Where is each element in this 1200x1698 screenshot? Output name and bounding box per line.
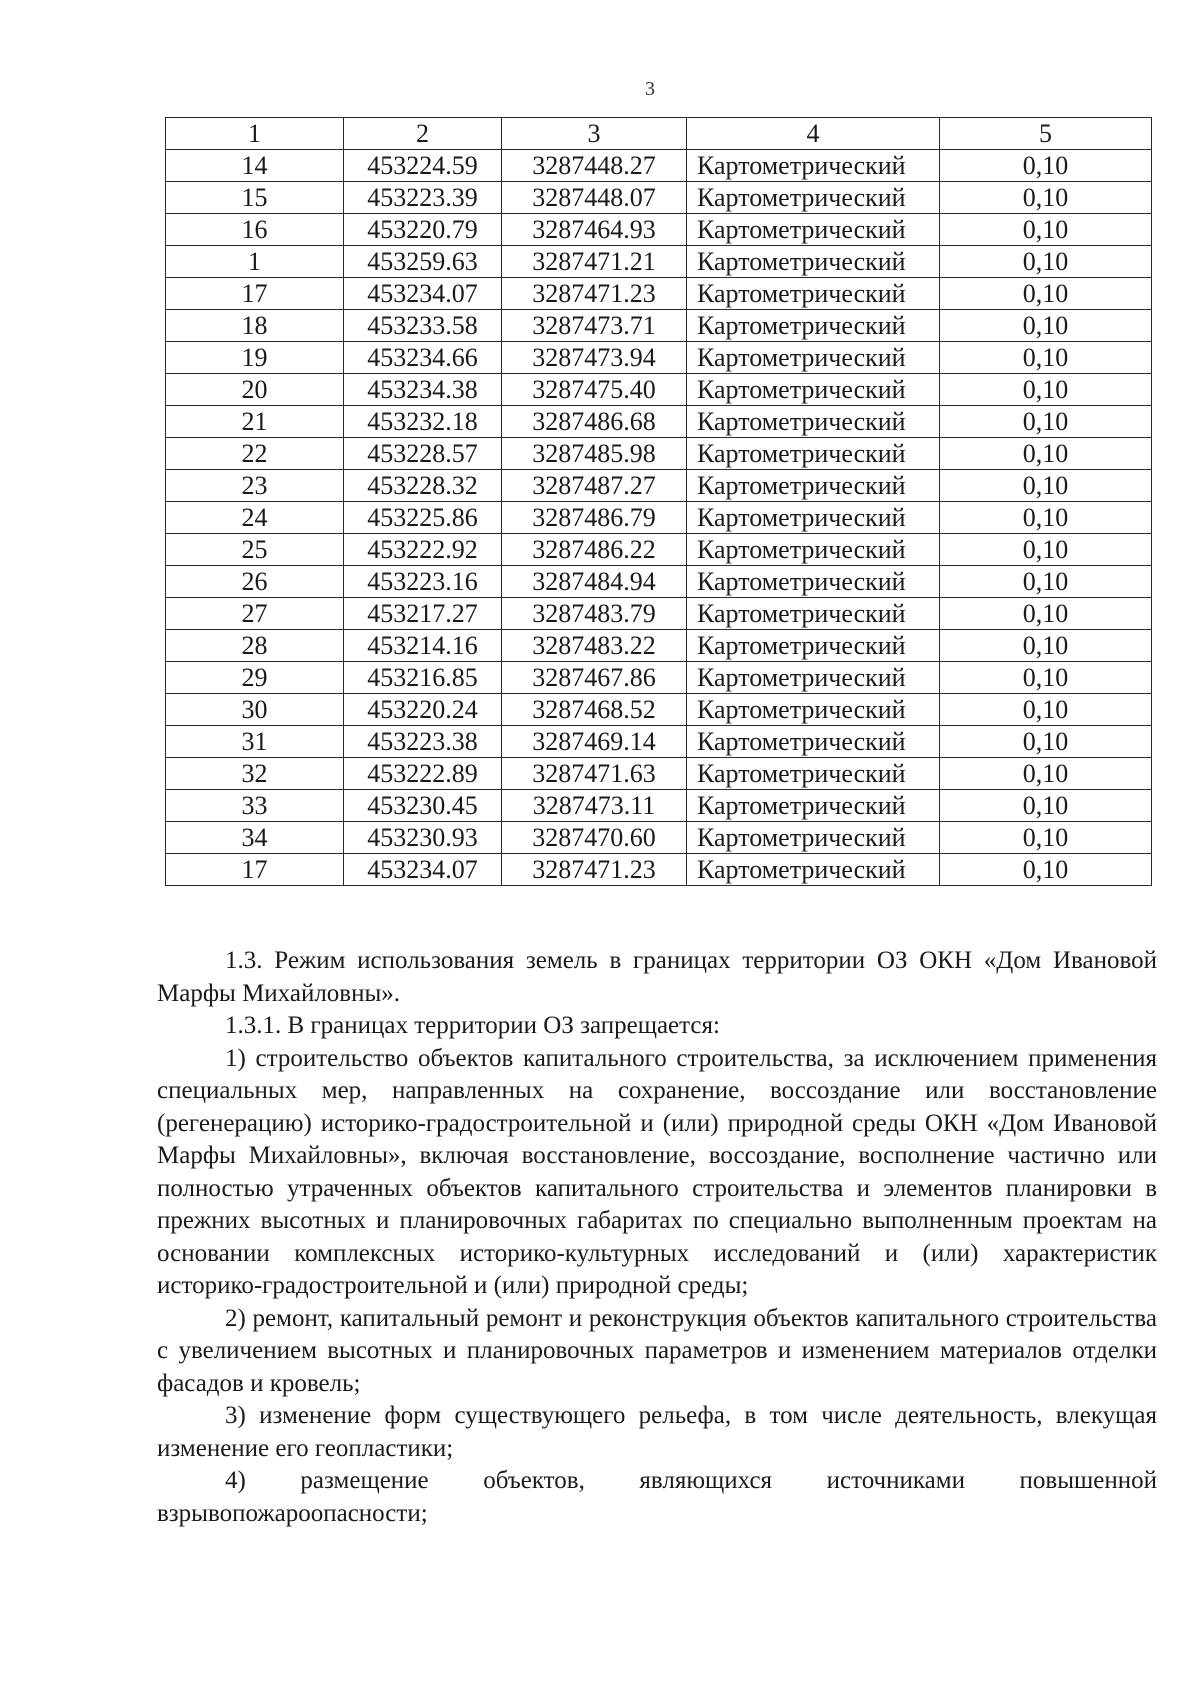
error-cell: 0,10 [940, 726, 1152, 758]
table-row [166, 758, 1152, 790]
table-row [166, 246, 1152, 278]
table-row [166, 694, 1152, 726]
error-cell: 0,10 [940, 182, 1152, 214]
table-row [166, 342, 1152, 374]
table-row [166, 278, 1152, 310]
method-cell: Картометрический [687, 246, 940, 278]
x-coordinate-cell: 453223.39 [344, 182, 502, 214]
x-coordinate-cell: 453234.66 [344, 342, 502, 374]
method-cell: Картометрический [687, 822, 940, 854]
method-cell: Картометрический [687, 214, 940, 246]
error-cell: 0,10 [940, 214, 1152, 246]
y-coordinate-cell: 3287448.27 [502, 150, 687, 182]
error-cell: 0,10 [940, 342, 1152, 374]
table-row [166, 598, 1152, 630]
body-text [157, 945, 1157, 1530]
table-row [166, 662, 1152, 694]
x-coordinate-cell: 453259.63 [344, 246, 502, 278]
x-coordinate-cell: 453216.85 [344, 662, 502, 694]
table-row [166, 150, 1152, 182]
point-number-cell: 28 [166, 630, 344, 662]
y-coordinate-cell: 3287486.22 [502, 534, 687, 566]
method-cell: Картометрический [687, 598, 940, 630]
method-cell: Картометрический [687, 438, 940, 470]
error-cell: 0,10 [940, 278, 1152, 310]
table-row [166, 310, 1152, 342]
point-number-cell: 26 [166, 566, 344, 598]
y-coordinate-cell: 3287471.23 [502, 854, 687, 886]
point-number-cell: 19 [166, 342, 344, 374]
table-header-row [166, 118, 1152, 150]
list-item-1: 1) строительство объектов капитального строительства, за исключением применения специальных мер, направленных на сохранение, воссоздание или восстановление (регенерацию) историко-градостроительной и (или) природной среды ОКН «Дом Ивановой Марфы Михайловны», включая восстановление, воссоздание, восполнение частично или полностью утраченных объектов капитального строительства и элементов планировки в прежних высотных и планировочных габаритах по специально выполненным проектам на основании комплексных историко-культурных исследований и (или) характеристик историко-градостроительной и (или) природной среды; [157, 1044, 1157, 1299]
error-cell: 0,10 [940, 822, 1152, 854]
point-number-cell: 14 [166, 150, 344, 182]
method-cell: Картометрический [687, 278, 940, 310]
error-cell: 0,10 [940, 374, 1152, 406]
point-number-cell: 18 [166, 310, 344, 342]
y-coordinate-cell: 3287487.27 [502, 470, 687, 502]
method-cell: Картометрический [687, 150, 940, 182]
x-coordinate-cell: 453234.07 [344, 278, 502, 310]
y-coordinate-cell: 3287468.52 [502, 694, 687, 726]
method-cell: Картометрический [687, 374, 940, 406]
point-number-cell: 32 [166, 758, 344, 790]
y-coordinate-cell: 3287485.98 [502, 438, 687, 470]
column-header: 3 [502, 118, 687, 150]
y-coordinate-cell: 3287448.07 [502, 182, 687, 214]
x-coordinate-cell: 453223.38 [344, 726, 502, 758]
column-header: 2 [344, 118, 502, 150]
method-cell: Картометрический [687, 566, 940, 598]
y-coordinate-cell: 3287469.14 [502, 726, 687, 758]
y-coordinate-cell: 3287484.94 [502, 566, 687, 598]
y-coordinate-cell: 3287471.21 [502, 246, 687, 278]
method-cell: Картометрический [687, 790, 940, 822]
method-cell: Картометрический [687, 726, 940, 758]
point-number-cell: 29 [166, 662, 344, 694]
table-row [166, 854, 1152, 886]
x-coordinate-cell: 453220.24 [344, 694, 502, 726]
y-coordinate-cell: 3287486.68 [502, 406, 687, 438]
table-row [166, 822, 1152, 854]
x-coordinate-cell: 453232.18 [344, 406, 502, 438]
x-coordinate-cell: 453224.59 [344, 150, 502, 182]
x-coordinate-cell: 453222.92 [344, 534, 502, 566]
method-cell: Картометрический [687, 342, 940, 374]
point-number-cell: 34 [166, 822, 344, 854]
table-row [166, 182, 1152, 214]
point-number-cell: 30 [166, 694, 344, 726]
coordinates-table [165, 117, 1152, 886]
column-header: 1 [166, 118, 344, 150]
error-cell: 0,10 [940, 630, 1152, 662]
error-cell: 0,10 [940, 598, 1152, 630]
y-coordinate-cell: 3287473.11 [502, 790, 687, 822]
method-cell: Картометрический [687, 854, 940, 886]
list-item-4: 4) размещение объектов, являющихся источниками повышенной взрывопожароопасности; [157, 1467, 1157, 1527]
table-row [166, 374, 1152, 406]
x-coordinate-cell: 453234.07 [344, 854, 502, 886]
y-coordinate-cell: 3287471.23 [502, 278, 687, 310]
error-cell: 0,10 [940, 246, 1152, 278]
table-row [166, 726, 1152, 758]
error-cell: 0,10 [940, 534, 1152, 566]
point-number-cell: 27 [166, 598, 344, 630]
x-coordinate-cell: 453217.27 [344, 598, 502, 630]
y-coordinate-cell: 3287473.94 [502, 342, 687, 374]
error-cell: 0,10 [940, 310, 1152, 342]
point-number-cell: 15 [166, 182, 344, 214]
x-coordinate-cell: 453222.89 [344, 758, 502, 790]
table-row [166, 438, 1152, 470]
x-coordinate-cell: 453228.32 [344, 470, 502, 502]
y-coordinate-cell: 3287473.71 [502, 310, 687, 342]
error-cell: 0,10 [940, 502, 1152, 534]
method-cell: Картометрический [687, 470, 940, 502]
method-cell: Картометрический [687, 758, 940, 790]
error-cell: 0,10 [940, 470, 1152, 502]
y-coordinate-cell: 3287483.22 [502, 630, 687, 662]
y-coordinate-cell: 3287471.63 [502, 758, 687, 790]
x-coordinate-cell: 453223.16 [344, 566, 502, 598]
x-coordinate-cell: 453225.86 [344, 502, 502, 534]
page-number: 3 [645, 78, 655, 100]
column-header: 5 [940, 118, 1152, 150]
y-coordinate-cell: 3287470.60 [502, 822, 687, 854]
method-cell: Картометрический [687, 406, 940, 438]
point-number-cell: 25 [166, 534, 344, 566]
x-coordinate-cell: 453220.79 [344, 214, 502, 246]
x-coordinate-cell: 453234.38 [344, 374, 502, 406]
table-row [166, 790, 1152, 822]
method-cell: Картометрический [687, 694, 940, 726]
x-coordinate-cell: 453230.45 [344, 790, 502, 822]
point-number-cell: 31 [166, 726, 344, 758]
error-cell: 0,10 [940, 566, 1152, 598]
table-row [166, 566, 1152, 598]
error-cell: 0,10 [940, 790, 1152, 822]
error-cell: 0,10 [940, 694, 1152, 726]
point-number-cell: 17 [166, 854, 344, 886]
point-number-cell: 33 [166, 790, 344, 822]
error-cell: 0,10 [940, 854, 1152, 886]
point-number-cell: 23 [166, 470, 344, 502]
point-number-cell: 22 [166, 438, 344, 470]
list-item-3: 3) изменение форм существующего рельефа, в том числе деятельность, влекущая изменение его геопластики; [157, 1402, 1157, 1462]
point-number-cell: 16 [166, 214, 344, 246]
method-cell: Картометрический [687, 182, 940, 214]
table-row [166, 406, 1152, 438]
table-row [166, 502, 1152, 534]
table-row [166, 214, 1152, 246]
table-row [166, 534, 1152, 566]
point-number-cell: 20 [166, 374, 344, 406]
method-cell: Картометрический [687, 502, 940, 534]
error-cell: 0,10 [940, 662, 1152, 694]
point-number-cell: 1 [166, 246, 344, 278]
table-row [166, 630, 1152, 662]
error-cell: 0,10 [940, 406, 1152, 438]
point-number-cell: 17 [166, 278, 344, 310]
method-cell: Картометрический [687, 534, 940, 566]
point-number-cell: 24 [166, 502, 344, 534]
point-number-cell: 21 [166, 406, 344, 438]
y-coordinate-cell: 3287467.86 [502, 662, 687, 694]
error-cell: 0,10 [940, 150, 1152, 182]
method-cell: Картометрический [687, 630, 940, 662]
paragraph-1-3: 1.3. Режим использования земель в границах территории ОЗ ОКН «Дом Ивановой Марфы Михайловны». [157, 947, 1157, 1007]
x-coordinate-cell: 453228.57 [344, 438, 502, 470]
y-coordinate-cell: 3287475.40 [502, 374, 687, 406]
table-row [166, 470, 1152, 502]
paragraph-1-3-1: 1.3.1. В границах территории ОЗ запрещается: [225, 1012, 720, 1039]
method-cell: Картометрический [687, 662, 940, 694]
x-coordinate-cell: 453230.93 [344, 822, 502, 854]
y-coordinate-cell: 3287483.79 [502, 598, 687, 630]
error-cell: 0,10 [940, 758, 1152, 790]
y-coordinate-cell: 3287464.93 [502, 214, 687, 246]
x-coordinate-cell: 453233.58 [344, 310, 502, 342]
column-header: 4 [687, 118, 940, 150]
y-coordinate-cell: 3287486.79 [502, 502, 687, 534]
list-item-2: 2) ремонт, капитальный ремонт и реконструкция объектов капитального строительства с увеличением высотных и планировочных параметров и изменением материалов отделки фасадов и кровель; [157, 1304, 1157, 1397]
x-coordinate-cell: 453214.16 [344, 630, 502, 662]
table-body [166, 150, 1152, 886]
method-cell: Картометрический [687, 310, 940, 342]
error-cell: 0,10 [940, 438, 1152, 470]
